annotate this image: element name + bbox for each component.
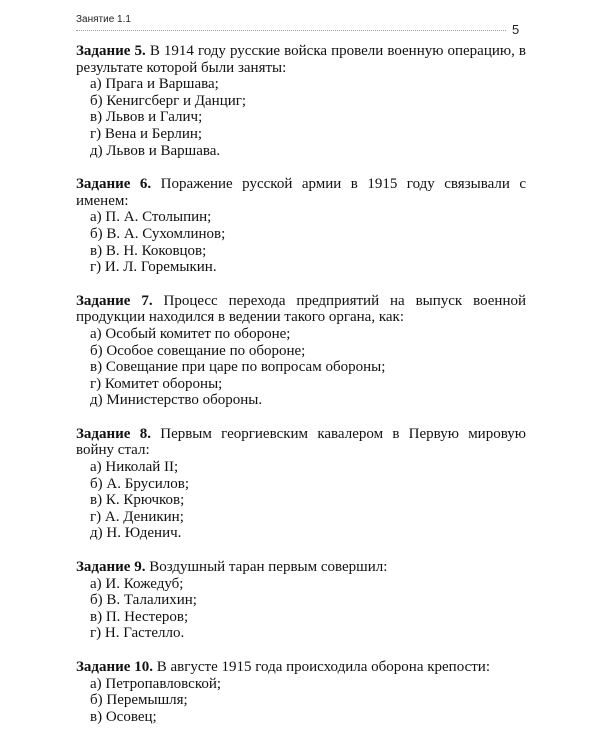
answer-option: д) Н. Юденич. [90,525,182,542]
answer-option: а) П. А. Столыпин; [90,209,212,226]
answer-options [76,209,526,275]
answer-option: б) В. А. Сухомлинов; [90,225,226,242]
answer-option: г) А. Деникин; [90,508,184,525]
task-question-text: В 1914 году русские войска провели военную операцию, в результате которой были заняты: [76,43,526,76]
task-label: Задание 9. [76,559,146,576]
task-7 [76,293,526,409]
answer-option: в) Львов и Галич; [90,109,203,126]
answer-options [76,76,526,159]
task-label: Задание 7. [76,292,153,309]
answer-options [76,576,526,642]
running-header: Занятие 1.1 [76,14,131,25]
task-question-text: Процесс перехода предприятий на выпуск военной продукции находился в ведении такого органа, как: [76,292,527,326]
answer-option: б) Особое совещание по обороне; [90,342,306,359]
task-5 [76,43,526,159]
answer-option: б) Перемышля; [90,692,188,709]
task-question-text: Первым георгиевским кавалером в Первую мировую войну стал: [76,425,526,459]
task-label: Задание 8. [76,425,151,442]
answer-options [76,676,526,726]
task-6 [76,176,526,276]
answer-option: а) Николай II; [90,459,179,476]
answer-option: а) Особый комитет по обороне; [90,325,291,342]
answer-option: д) Министерство обороны. [90,392,263,409]
task-8 [76,426,526,542]
tasks-container [76,43,526,725]
task-question-text: Поражение русской армии в 1915 году связывали с именем: [76,176,527,209]
answer-option: в) К. Крючков; [90,492,185,509]
task-question [76,559,526,576]
answer-option: в) В. Н. Коковцов; [90,242,207,259]
answer-option: а) Прага и Варшава; [90,76,219,93]
task-question-text: Воздушный таран первым совершил: [149,559,388,576]
task-label: Задание 5. [76,43,146,59]
answer-option: в) Совещание при царе по вопросам обороны; [90,359,386,376]
answer-option: в) П. Нестеров; [90,608,189,625]
task-question [76,43,526,76]
answer-option: г) Вена и Берлин; [90,125,203,142]
answer-option: в) Осовец; [90,708,157,725]
header-divider [76,30,506,31]
task-label: Задание 10. [76,659,153,675]
task-question-text: В августе 1915 года происходила оборона крепости: [156,659,490,675]
task-label: Задание 6. [76,176,152,193]
answer-option: б) Кенигсберг и Данциг; [90,92,247,109]
answer-option: г) Комитет обороны; [90,375,223,392]
task-question [76,426,526,459]
answer-option: б) В. Талалихин; [90,592,197,609]
answer-option: б) А. Брусилов; [90,475,190,492]
answer-option: а) И. Кожедуб; [90,575,184,592]
answer-option: а) Петропавловской; [90,675,222,692]
answer-options [76,326,526,409]
answer-option: д) Львов и Варшава. [90,142,221,159]
answer-option: г) И. Л. Горемыкин. [90,259,217,276]
task-question [76,176,526,209]
task-question [76,659,526,676]
page-number: 5 [512,22,520,37]
answer-options [76,459,526,542]
task-9 [76,559,526,642]
answer-option: г) Н. Гастелло. [90,625,185,642]
task-10 [76,659,526,725]
task-question [76,293,526,326]
